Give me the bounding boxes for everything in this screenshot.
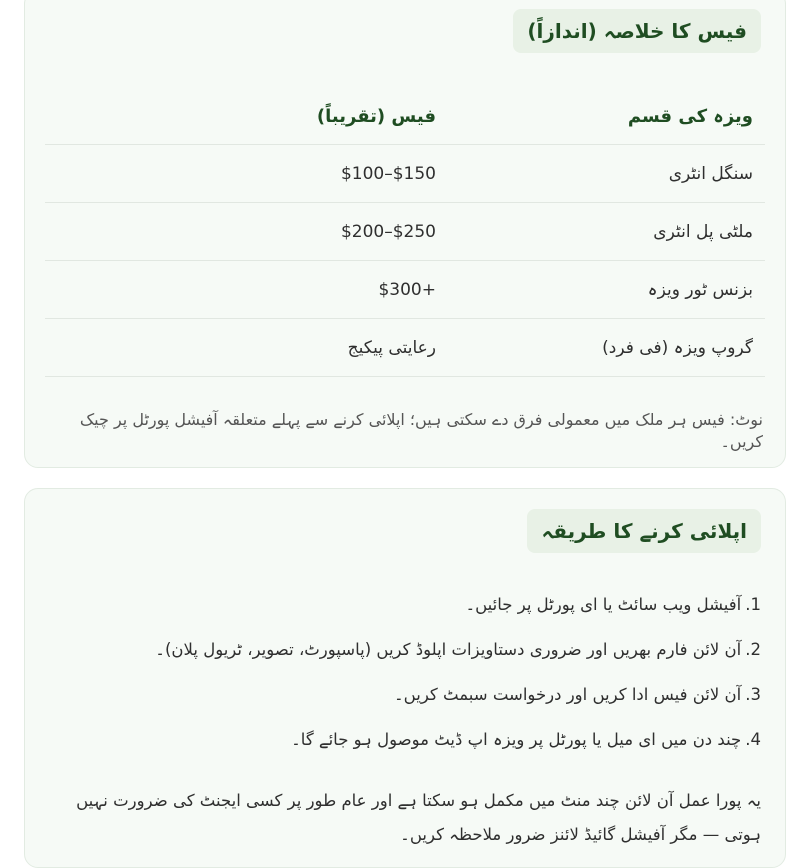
fees-table <box>45 88 765 377</box>
step-text: چند دن میں ای میل یا پورٹل پر ویزہ اپ ڈیٹ موصول ہو جائے گا۔ <box>291 730 742 749</box>
how-to-apply-card <box>24 488 786 868</box>
fee-value: $300+ <box>378 279 436 300</box>
list-item <box>41 592 761 637</box>
apply-summary: یہ پورا عمل آن لائن چند منٹ میں مکمل ہو سکتا ہے اور عام طور پر کسی ایجنٹ کی ضرورت نہیں ہوتی — مگر آفیشل گائیڈ لائنز ضرور ملاحظہ کریں۔ <box>76 790 761 844</box>
visa-type-header: ویزہ کی قسم <box>436 88 765 145</box>
fee-header: فیس (تقریباً) <box>45 88 436 145</box>
fee-cell <box>45 261 436 319</box>
visa-type-cell: بزنس ٹور ویزہ <box>436 261 765 319</box>
step-number: 1. <box>745 595 761 614</box>
visa-type-cell: گروپ ویزہ (فی فرد) <box>436 319 765 377</box>
fee-value: $100–$150 <box>340 163 436 184</box>
fee-cell <box>45 203 436 261</box>
step-number: 4. <box>745 730 761 749</box>
step-number: 2. <box>745 640 761 659</box>
fees-section-title: فیس کا خلاصہ (اندازاً) <box>513 9 761 53</box>
table-row <box>45 203 765 261</box>
step-text: آن لائن فارم بھریں اور ضروری دستاویزات اپلوڈ کریں (پاسپورٹ، تصویر، ٹریول پلان)۔ <box>155 640 742 659</box>
fee-value: $200–$250 <box>340 221 436 242</box>
table-row <box>45 145 765 203</box>
table-header-row <box>45 88 765 145</box>
fees-note: نوٹ: فیس ہر ملک میں معمولی فرق دے سکتی ہیں؛ اپلائی کرنے سے پہلے متعلقہ آفیشل پورٹل پر چیک کریں۔ <box>79 410 763 452</box>
fees-summary-card <box>24 0 786 468</box>
list-item <box>41 637 761 682</box>
step-text: آن لائن فیس ادا کریں اور درخواست سبمٹ کریں۔ <box>394 685 742 704</box>
visa-type-cell: ملٹی پل انٹری <box>436 203 765 261</box>
step-text: آفیشل ویب سائٹ یا ای پورٹل پر جائیں۔ <box>465 595 742 614</box>
fee-cell <box>45 145 436 203</box>
apply-section-title: اپلائی کرنے کا طریقہ <box>527 509 761 553</box>
table-row <box>45 261 765 319</box>
visa-type-cell: سنگل انٹری <box>436 145 765 203</box>
apply-steps-list <box>41 592 761 772</box>
step-number: 3. <box>745 685 761 704</box>
list-item <box>41 727 761 772</box>
list-item <box>41 682 761 727</box>
table-row <box>45 319 765 377</box>
fee-cell: رعایتی پیکیج <box>45 319 436 377</box>
